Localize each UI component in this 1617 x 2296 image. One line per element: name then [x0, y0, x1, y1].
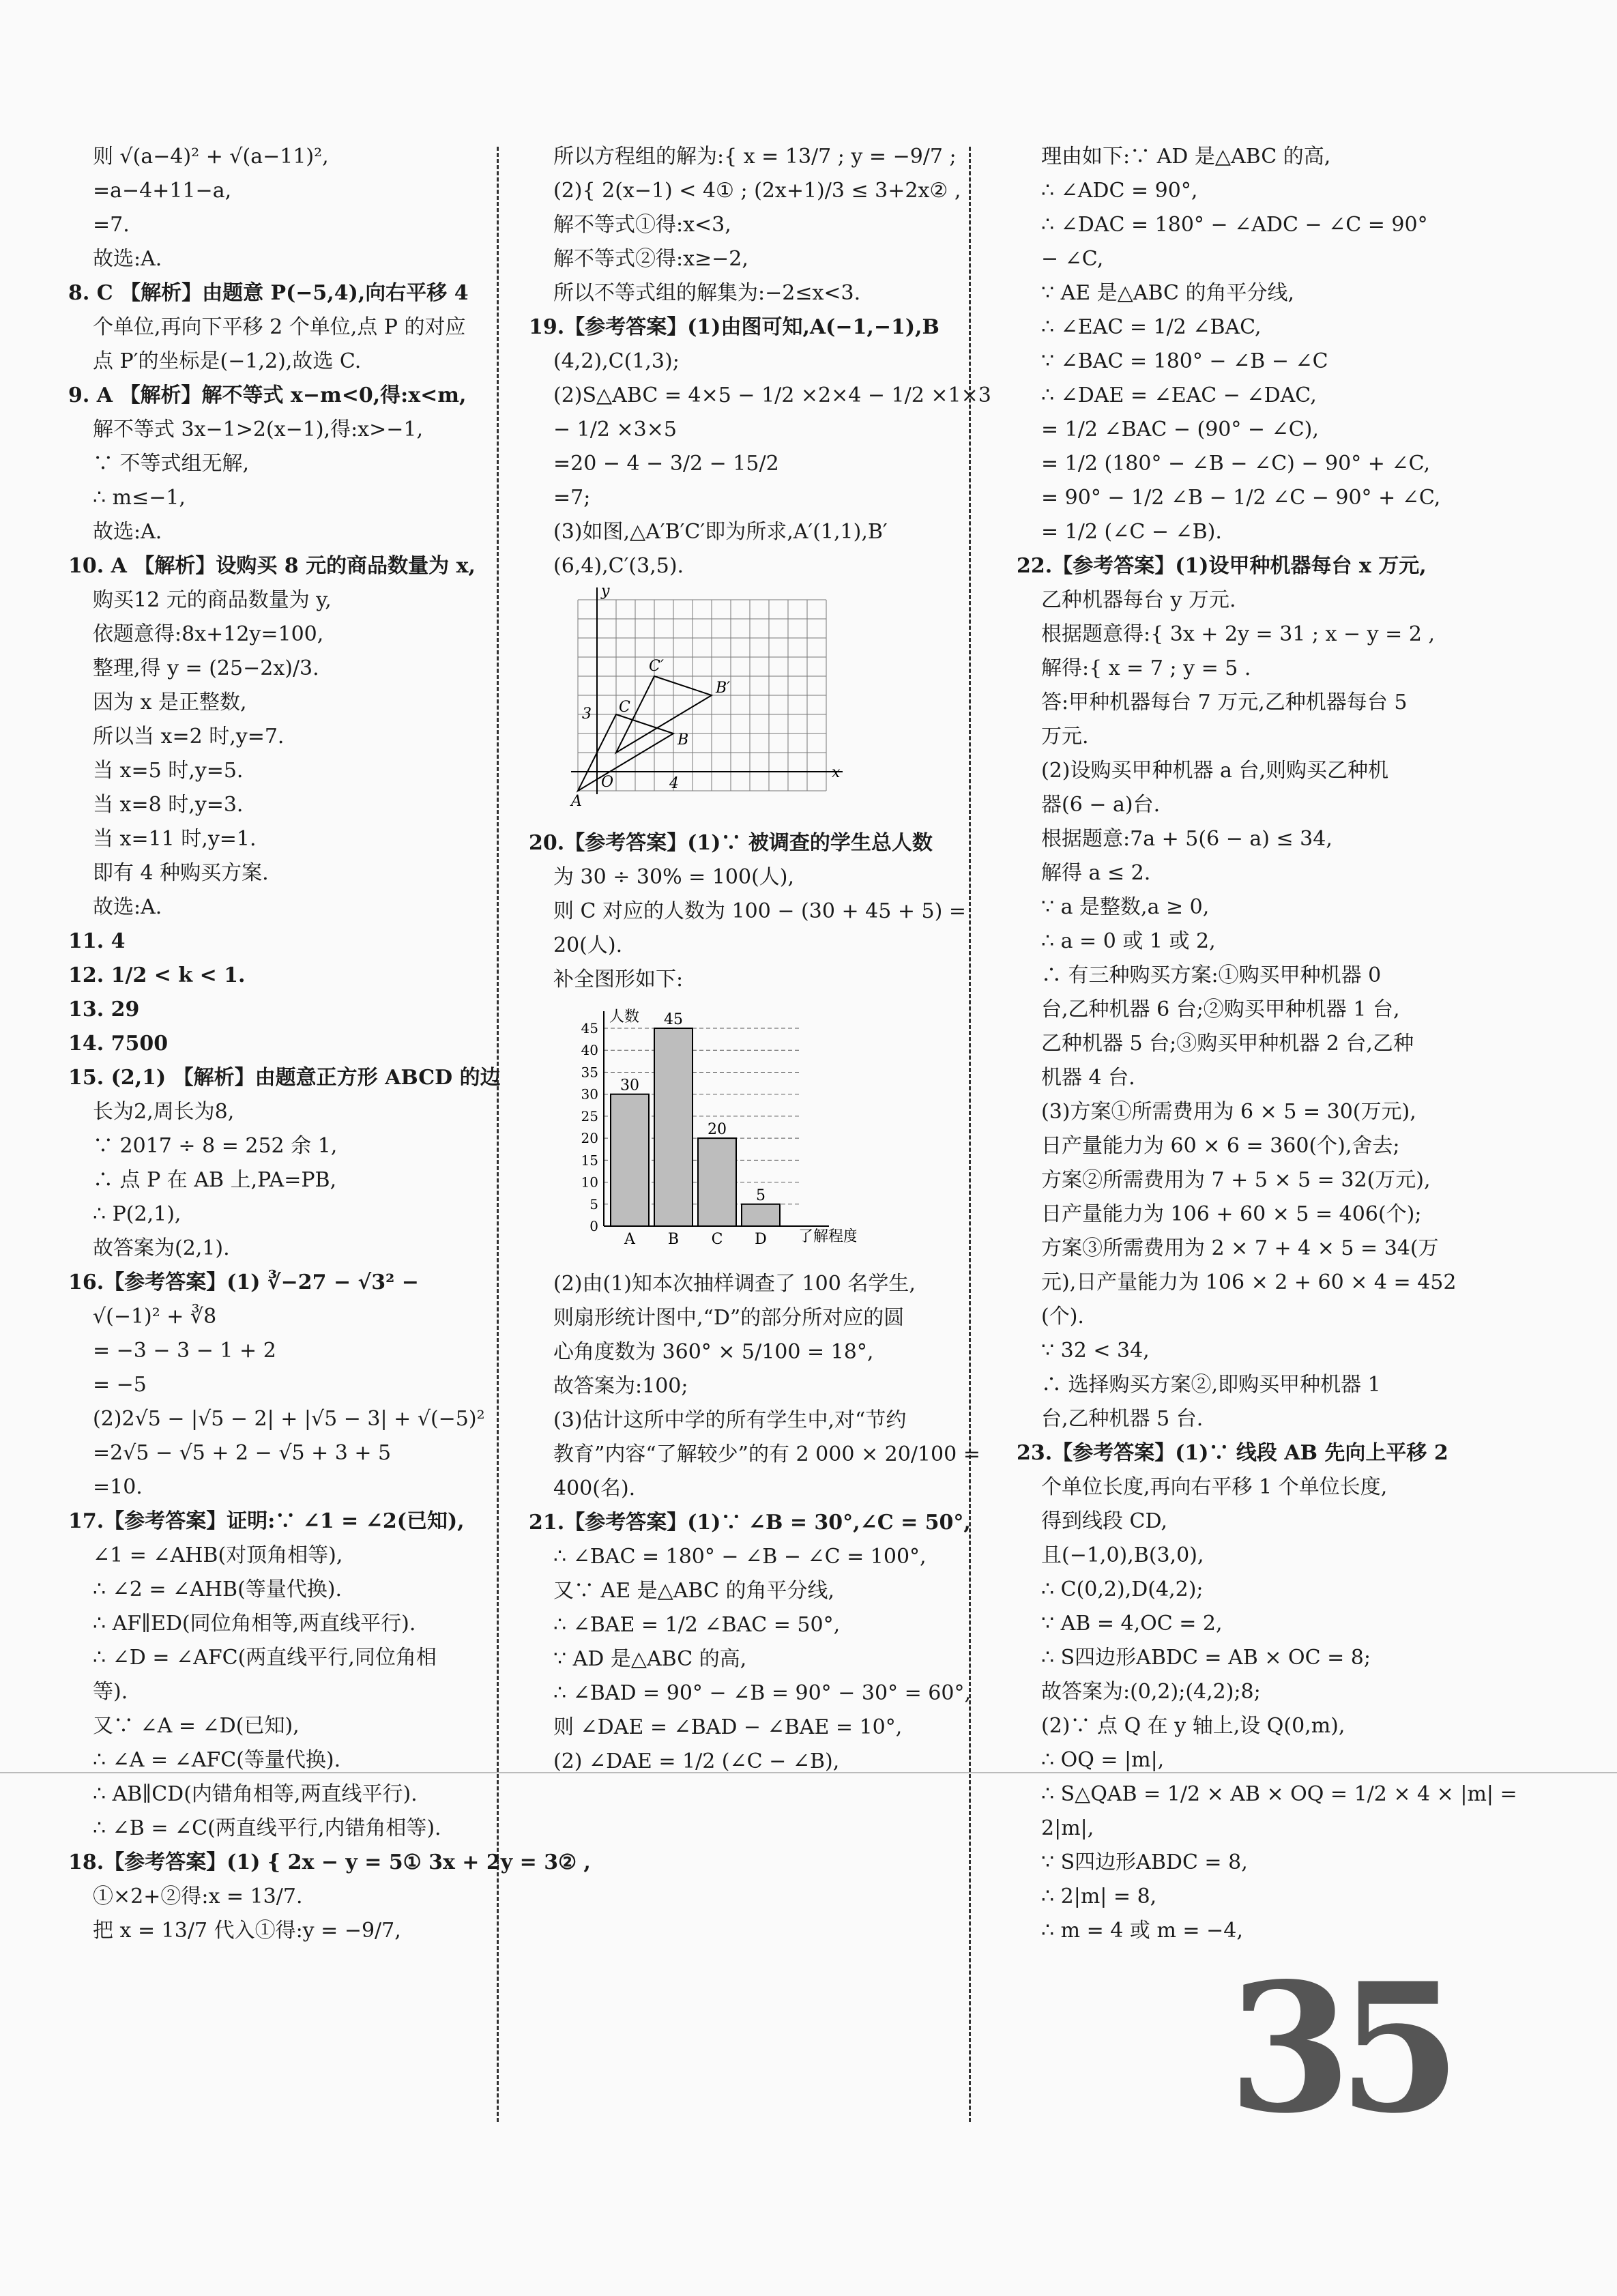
text-line: ∴ m≤−1,: [93, 486, 186, 510]
text-line: 方案③所需费用为 2 × 7 + 4 × 5 = 34(万: [1041, 1236, 1439, 1260]
category-label: A: [624, 1231, 635, 1248]
text-line: 故答案为:100;: [553, 1374, 688, 1398]
text-line: 8. C 【解析】由题意 P(−5,4),向右平移 4: [68, 281, 469, 305]
tick-label-3: 3: [582, 706, 592, 723]
text-line: ∵ AD 是△ABC 的高,: [553, 1647, 747, 1671]
text-line: ①×2+②得:x = 13/7.: [93, 1885, 303, 1908]
text-line: 当 x=11 时,y=1.: [93, 827, 257, 851]
text-line: ∵ a 是整数,a ≥ 0,: [1041, 895, 1210, 919]
text-line: (2) ∠DAE = 1/2 (∠C − ∠B),: [553, 1749, 840, 1773]
text-line: 乙种机器 5 台;③购买甲种机器 2 台,乙种: [1041, 1032, 1414, 1056]
text-line: 17.【参考答案】证明:∵ ∠1 = ∠2(已知),: [68, 1509, 465, 1533]
text-line: 为 30 ÷ 30% = 100(人),: [553, 865, 795, 889]
text-line: 器(6 − a)台.: [1041, 793, 1161, 817]
text-line: 20.【参考答案】(1)∵ 被调查的学生总人数: [529, 831, 933, 855]
y-tick-label: 15: [581, 1152, 598, 1169]
bar-value-label: 20: [708, 1121, 727, 1139]
text-line: ∴ ∠EAC = 1/2 ∠BAC,: [1041, 315, 1262, 339]
text-line: ∴ ∠B = ∠C(两直线平行,内错角相等).: [93, 1816, 441, 1840]
point-a-label: A: [571, 793, 582, 810]
text-line: − ∠C,: [1041, 247, 1104, 271]
text-line: 9. A 【解析】解不等式 x−m<0,得:x<m,: [68, 383, 467, 407]
text-line: ∴ ∠DAC = 180° − ∠ADC − ∠C = 90°: [1041, 213, 1428, 237]
text-line: 所以方程组的解为:{ x = 13/7 ; y = −9/7 ;: [553, 145, 957, 169]
bar-chart: [556, 1001, 856, 1260]
text-line: − 1/2 ×3×5: [553, 418, 677, 441]
column-2-part-c: [529, 1267, 980, 1779]
text-line: 解得:{ x = 7 ; y = 5 .: [1041, 656, 1251, 680]
text-line: 根据题意:7a + 5(6 − a) ≤ 34,: [1041, 827, 1332, 851]
text-line: (2)由(1)知本次抽样调查了 100 名学生,: [553, 1272, 916, 1296]
bar-D: [742, 1204, 780, 1226]
text-line: 18.【参考答案】(1) { 2x − y = 5① 3x + 2y = 3② ,: [68, 1850, 591, 1874]
text-line: 解不等式①得:x<3,: [553, 213, 731, 237]
text-line: 补全图形如下:: [553, 968, 684, 991]
text-line: (2){ 2(x−1) < 4① ; (2x+1)/3 ≤ 3+2x② ,: [553, 179, 961, 203]
text-line: 则 √(a−4)² + √(a−11)²,: [93, 145, 329, 169]
text-line: 即有 4 种购买方案.: [93, 861, 269, 885]
text-line: 因为 x 是正整数,: [93, 691, 247, 714]
text-line: = 1/2 ∠BAC − (90° − ∠C),: [1041, 418, 1319, 441]
y-tick-label: 5: [589, 1195, 598, 1212]
y-axis-label: 人数: [609, 1008, 640, 1026]
text-line: ∴ 选择购买方案②,即购买甲种机器 1: [1041, 1373, 1381, 1397]
text-line: 答:甲种机器每台 7 万元,乙种机器每台 5: [1041, 691, 1408, 714]
text-line: 长为2,周长为8,: [93, 1100, 235, 1124]
text-line: ∵ ∠BAC = 180° − ∠B − ∠C: [1041, 349, 1328, 373]
bar-value-label: 30: [620, 1077, 639, 1094]
text-line: 19.【参考答案】(1)由图可知,A(−1,−1),B: [529, 315, 939, 339]
text-line: ∴ 有三种购买方案:①购买甲种机器 0: [1041, 963, 1382, 987]
y-tick-label: 20: [581, 1130, 598, 1147]
text-line: ∴ AF∥ED(同位角相等,两直线平行).: [93, 1612, 416, 1636]
text-line: ∵ 不等式组无解,: [93, 452, 250, 476]
text-line: 21.【参考答案】(1)∵ ∠B = 30°,∠C = 50°,: [529, 1511, 971, 1535]
text-line: 理由如下:∵ AD 是△ABC 的高,: [1041, 145, 1331, 169]
column-3: [1017, 140, 1517, 1948]
text-line: =10.: [93, 1475, 143, 1499]
text-line: 根据题意得:{ 3x + 2y = 31 ; x − y = 2 ,: [1041, 622, 1435, 646]
text-line: 方案②所需费用为 7 + 5 × 5 = 32(万元),: [1041, 1168, 1431, 1192]
category-label: C: [711, 1231, 723, 1248]
point-b-label: B: [678, 731, 689, 749]
bar-value-label: 45: [664, 1011, 683, 1028]
text-line: (个).: [1041, 1305, 1084, 1328]
bar-A: [611, 1094, 649, 1226]
text-line: 解不等式②得:x≥−2,: [553, 247, 748, 271]
tick-label-4: 4: [669, 775, 679, 792]
text-line: = 1/2 (∠C − ∠B).: [1041, 520, 1222, 544]
text-line: ∴ C(0,2),D(4,2);: [1041, 1578, 1204, 1601]
text-line: ∴ 点 P 在 AB 上,PA=PB,: [93, 1168, 337, 1192]
text-line: = −5: [93, 1373, 147, 1397]
text-line: ∴ ∠D = ∠AFC(两直线平行,同位角相: [93, 1646, 437, 1670]
x-axis-label: 了解程度: [798, 1228, 856, 1245]
text-line: 则扇形统计图中,“D”的部分所对应的圆: [553, 1306, 905, 1330]
text-line: 把 x = 13/7 代入①得:y = −9/7,: [93, 1919, 401, 1943]
text-line: 教育”内容“了解较少”的有 2 000 × 20/100 =: [553, 1442, 980, 1466]
text-line: 故选:A.: [93, 247, 162, 271]
text-line: ∴ S四边形ABDC = AB × OC = 8;: [1041, 1646, 1371, 1670]
text-line: (2)2√5 − |√5 − 2| + |√5 − 3| + √(−5)²: [93, 1407, 485, 1431]
point-c-prime-label: C′: [649, 658, 664, 675]
text-line: 个单位,再向下平移 2 个单位,点 P 的对应: [93, 315, 466, 339]
y-tick-label: 30: [581, 1086, 598, 1103]
text-line: 又∵ ∠A = ∠D(已知),: [93, 1714, 300, 1738]
text-line: 故选:A.: [93, 895, 162, 919]
text-line: ∵ S四边形ABDC = 8,: [1041, 1850, 1248, 1874]
column-2: [529, 140, 991, 1779]
bar-B: [654, 1028, 693, 1226]
page-number: 35: [1228, 1945, 1448, 2153]
y-tick-label: 40: [581, 1042, 598, 1059]
text-line: 16.【参考答案】(1) ∛−27 − √3² −: [68, 1270, 419, 1294]
text-line: 且(−1,0),B(3,0),: [1041, 1543, 1204, 1567]
text-line: 依题意得:8x+12y=100,: [93, 622, 324, 646]
text-line: 15. (2,1) 【解析】由题意正方形 ABCD 的边: [68, 1066, 501, 1090]
text-line: √(−1)² + ∛8: [93, 1305, 217, 1328]
text-line: 故答案为:(0,2);(4,2);8;: [1041, 1680, 1261, 1704]
text-line: 14. 7500: [68, 1032, 169, 1056]
text-line: (2)S△ABC = 4×5 − 1/2 ×2×4 − 1/2 ×1×3: [553, 383, 991, 407]
column-divider: [497, 147, 499, 2122]
text-line: ∵ 32 < 34,: [1041, 1339, 1150, 1363]
y-tick-label: 0: [589, 1218, 598, 1234]
text-line: ∴ ∠BAD = 90° − ∠B = 90° − 30° = 60°,: [553, 1681, 971, 1705]
text-line: 又∵ AE 是△ABC 的角平分线,: [553, 1579, 835, 1603]
text-line: 23.【参考答案】(1)∵ 线段 AB 先向上平移 2: [1017, 1441, 1448, 1465]
text-line: ∴ 2|m| = 8,: [1041, 1885, 1157, 1908]
text-line: 20(人).: [553, 933, 623, 957]
text-line: ∴ S△QAB = 1/2 × AB × OQ = 1/2 × 4 × |m| =: [1041, 1782, 1517, 1806]
text-line: = 1/2 (180° − ∠B − ∠C) − 90° + ∠C,: [1041, 452, 1430, 476]
text-line: 万元.: [1041, 725, 1089, 749]
text-line: 机器 4 台.: [1041, 1066, 1135, 1090]
column-2-part-a: [529, 140, 991, 583]
text-line: 解得 a ≤ 2.: [1041, 861, 1151, 885]
text-line: 等).: [93, 1680, 128, 1704]
text-line: 元),日产量能力为 106 × 2 + 60 × 4 = 452: [1041, 1270, 1457, 1294]
text-line: = 90° − 1/2 ∠B − 1/2 ∠C − 90° + ∠C,: [1041, 486, 1441, 510]
text-line: ∵ AE 是△ABC 的角平分线,: [1041, 281, 1295, 305]
bar-value-label: 5: [756, 1187, 766, 1204]
text-line: =a−4+11−a,: [93, 179, 232, 203]
text-line: 当 x=5 时,y=5.: [93, 759, 244, 783]
text-line: 所以不等式组的解集为:−2≤x<3.: [553, 281, 861, 305]
text-line: ∴ ∠BAE = 1/2 ∠BAC = 50°,: [553, 1613, 841, 1637]
x-axis-label: x: [832, 764, 841, 781]
column-divider: [969, 147, 971, 2122]
text-line: 当 x=8 时,y=3.: [93, 793, 244, 817]
point-b-prime-label: B′: [716, 680, 731, 697]
text-line: 400(名).: [553, 1477, 636, 1500]
text-line: 则 C 对应的人数为 100 − (30 + 45 + 5) =: [553, 899, 966, 923]
text-line: =7.: [93, 213, 130, 237]
text-line: 10. A 【解析】设购买 8 元的商品数量为 x,: [68, 554, 476, 578]
text-line: ∴ a = 0 或 1 或 2,: [1041, 929, 1216, 953]
category-label: D: [755, 1231, 767, 1248]
y-axis-label: y: [601, 587, 610, 600]
text-line: ∵ 2017 ÷ 8 = 252 余 1,: [93, 1134, 338, 1158]
text-line: 故答案为(2,1).: [93, 1236, 230, 1260]
text-line: 个单位长度,再向右平移 1 个单位长度,: [1041, 1475, 1388, 1499]
text-line: =2√5 − √5 + 2 − √5 + 3 + 5: [93, 1441, 392, 1465]
column-2-part-b: [529, 826, 966, 997]
text-line: 购买12 元的商品数量为 y,: [93, 588, 332, 612]
text-line: (3)如图,△A′B′C′即为所求,A′(1,1),B′: [553, 520, 888, 544]
text-line: 13. 29: [68, 998, 140, 1021]
text-line: 则 ∠DAE = ∠BAD − ∠BAE = 10°,: [553, 1715, 903, 1739]
bar-chart-figure: [556, 1001, 952, 1263]
text-line: ∴ ∠ADC = 90°,: [1041, 179, 1198, 203]
text-line: 12. 1/2 < k < 1.: [68, 963, 246, 987]
text-line: 台,乙种机器 5 台.: [1041, 1407, 1204, 1431]
text-line: = −3 − 3 − 1 + 2: [93, 1339, 276, 1363]
text-line: ∴ ∠BAC = 180° − ∠B − ∠C = 100°,: [553, 1545, 927, 1569]
text-line: (3)估计这所中学的所有学生中,对“节约: [553, 1408, 907, 1432]
text-line: ∵ AB = 4,OC = 2,: [1041, 1612, 1223, 1636]
text-line: 台,乙种机器 6 台;②购买甲种机器 1 台,: [1041, 998, 1400, 1021]
text-line: =20 − 4 − 3/2 − 15/2: [553, 452, 779, 476]
text-line: ∴ OQ = |m|,: [1041, 1748, 1165, 1772]
text-line: 22.【参考答案】(1)设甲种机器每台 x 万元,: [1017, 554, 1427, 578]
text-line: 心角度数为 360° × 5/100 = 18°,: [553, 1340, 874, 1364]
text-line: 乙种机器每台 y 万元.: [1041, 588, 1236, 612]
coordinate-grid-figure: [556, 587, 952, 822]
coordinate-grid: [556, 587, 843, 819]
text-line: ∴ P(2,1),: [93, 1202, 181, 1226]
text-line: (2)设购买甲种机器 a 台,则购买乙种机: [1041, 759, 1388, 783]
text-line: ∴ ∠DAE = ∠EAC − ∠DAC,: [1041, 383, 1317, 407]
y-tick-label: 10: [581, 1174, 598, 1191]
text-line: 故选:A.: [93, 520, 162, 544]
text-line: 日产量能力为 60 × 6 = 360(个),舍去;: [1041, 1134, 1400, 1158]
text-line: 2|m|,: [1041, 1816, 1094, 1840]
text-line: ∠1 = ∠AHB(对顶角相等),: [93, 1543, 343, 1567]
text-line: 整理,得 y = (25−2x)/3.: [93, 656, 319, 680]
text-line: ∴ m = 4 或 m = −4,: [1041, 1919, 1243, 1943]
text-line: 11. 4: [68, 929, 126, 953]
category-label: B: [667, 1231, 680, 1248]
text-line: 点 P′的坐标是(−1,2),故选 C.: [93, 349, 362, 373]
text-line: 解不等式 3x−1>2(x−1),得:x>−1,: [93, 418, 423, 441]
text-line: 日产量能力为 106 + 60 × 5 = 406(个);: [1041, 1202, 1422, 1226]
text-line: =7;: [553, 486, 591, 510]
y-tick-label: 25: [581, 1107, 598, 1124]
text-line: (2)∵ 点 Q 在 y 轴上,设 Q(0,m),: [1041, 1714, 1345, 1738]
y-tick-label: 35: [581, 1064, 598, 1081]
text-line: 所以当 x=2 时,y=7.: [93, 725, 285, 749]
text-line: ∴ AB∥CD(内错角相等,两直线平行).: [93, 1782, 418, 1806]
text-line: (6,4),C′(3,5).: [553, 554, 684, 578]
y-tick-label: 45: [581, 1020, 598, 1036]
origin-label: O: [601, 774, 614, 791]
text-line: ∴ ∠2 = ∠AHB(等量代换).: [93, 1578, 343, 1601]
text-line: (4,2),C(1,3);: [553, 349, 680, 373]
text-line: 得到线段 CD,: [1041, 1509, 1168, 1533]
point-c-label: C: [619, 699, 630, 716]
text-line: (3)方案①所需费用为 6 × 5 = 30(万元),: [1041, 1100, 1416, 1124]
bar-C: [698, 1138, 736, 1226]
text-line: ∴ ∠A = ∠AFC(等量代换).: [93, 1748, 341, 1772]
